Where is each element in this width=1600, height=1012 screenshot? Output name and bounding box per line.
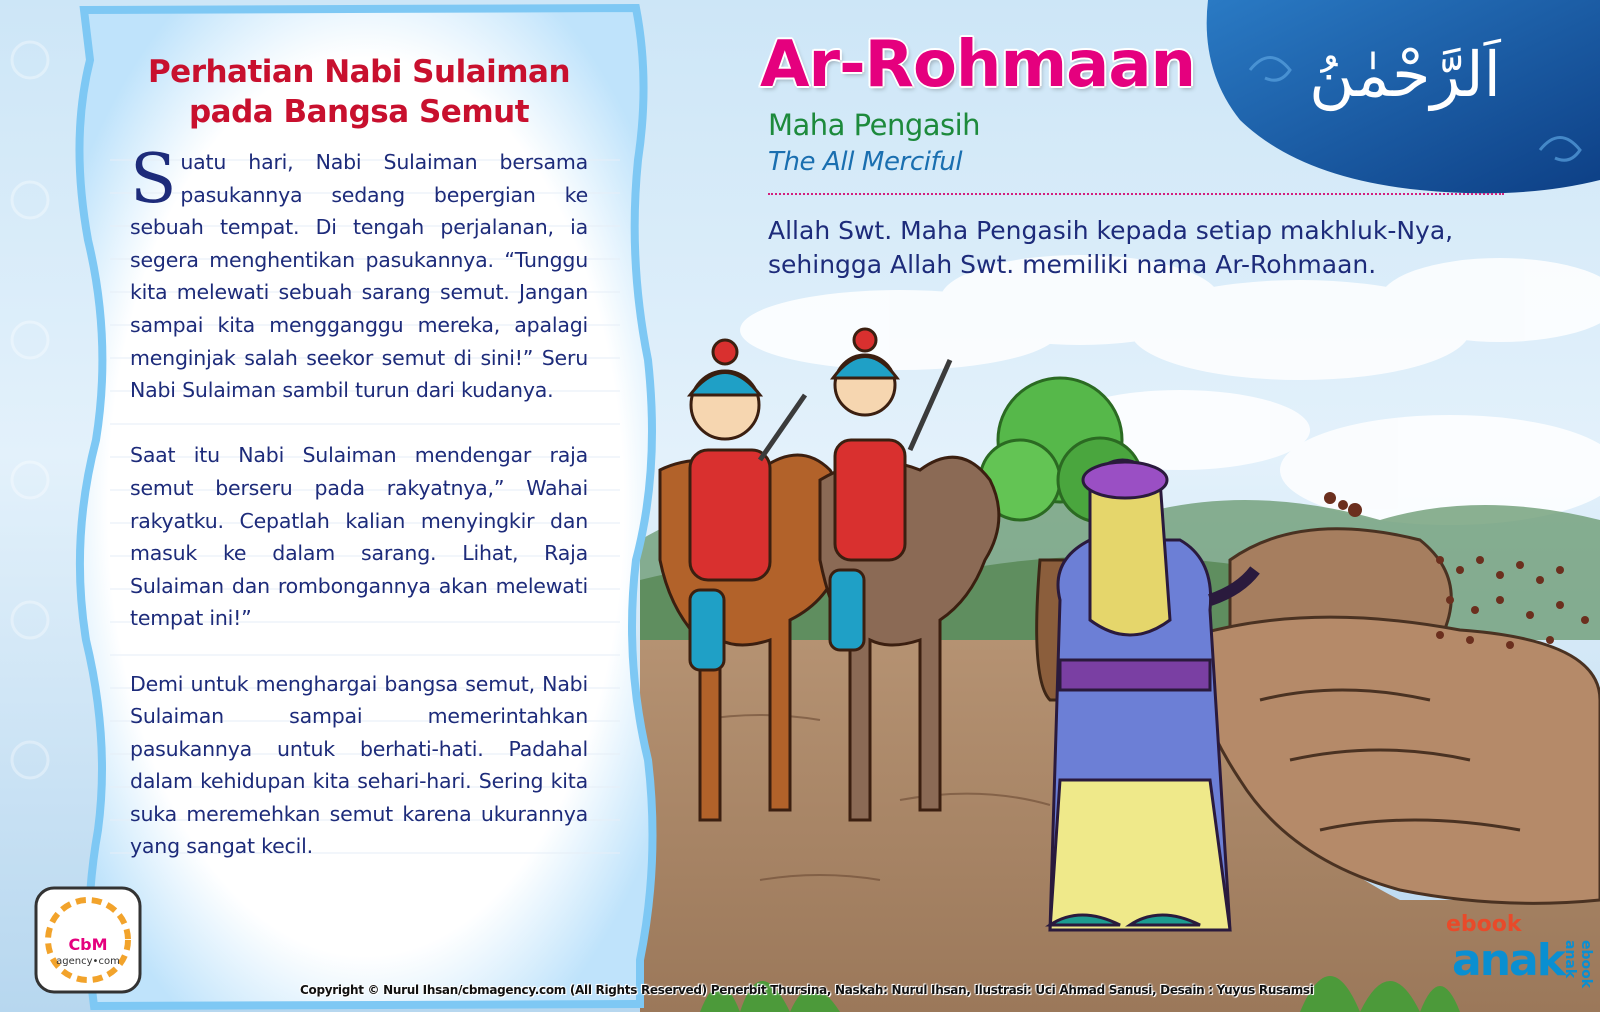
story-title-line-2: pada Bangsa Semut <box>188 94 530 130</box>
story-paragraph-1 <box>130 140 588 407</box>
cbm-logo-sub: agency•com <box>56 956 120 967</box>
story-paragraph-1-text: uatu hari, Nabi Sulaiman bersama pasukannya sedang bepergian ke sebuah tempat. Di tengah perjalanan, ia segera menghentikan pasukannya. “Tunggu kita melewati sebuah sarang semut. Jangan sampai kita mengganggu mereka, apalagi menginjak salah seekor semut di sini!” Seru Nabi Sulaiman sambil turun dari kudanya. <box>130 150 588 403</box>
ebook-logo-top: ebook <box>1446 912 1522 937</box>
ebook-logo-main: anak <box>1452 935 1564 986</box>
drop-cap: S <box>130 140 177 219</box>
story-paragraph-3: Demi untuk menghargai bangsa semut, Nabi Sulaiman sampai memerintahkan pasukannya untuk berhati-hati. Padahal dalam kehidupan kita sehari-hari. Sering kita suka meremehkan semut karena ukurannya yang sangat kecil. <box>130 671 588 859</box>
description: Allah Swt. Maha Pengasih kepada setiap makhluk-Nya, sehingga Allah Swt. memiliki nama Ar-Rohmaan. <box>768 216 1454 279</box>
copyright-footer: Copyright © Nurul Ihsan/cbmagency.com (All Rights Reserved) Penerbit Thursina, Naskah: Nurul Ihsan, Ilustrasi: Uci Ahmad Sanusi, Desain : Yuyus Rusamsi <box>300 983 1314 997</box>
story-panel <box>130 52 588 896</box>
arabic-name: اَلرَّحْمٰنُ <box>1309 38 1501 111</box>
meaning-indonesian: Maha Pengasih <box>768 108 981 142</box>
cbm-logo: CbM <box>68 935 108 954</box>
ebook-logo-side: ebook anak <box>1562 940 1594 989</box>
meaning-english: The All Merciful <box>768 147 963 177</box>
story-title-line-1: Perhatian Nabi Sulaiman <box>147 54 571 90</box>
dotted-divider <box>768 193 1504 195</box>
story-title <box>130 52 588 132</box>
story-paragraph-2: Saat itu Nabi Sulaiman mendengar raja semut berseru pada rakyatnya,” Wahai rakyatku. Cepatlah kalian menyingkir dan masuk ke dalam sarang. Lihat, Raja Sulaiman dan rombongannya akan melewati tempat ini!” <box>130 443 588 631</box>
asmaul-husna-title: Ar-Rohmaan <box>760 28 1196 102</box>
